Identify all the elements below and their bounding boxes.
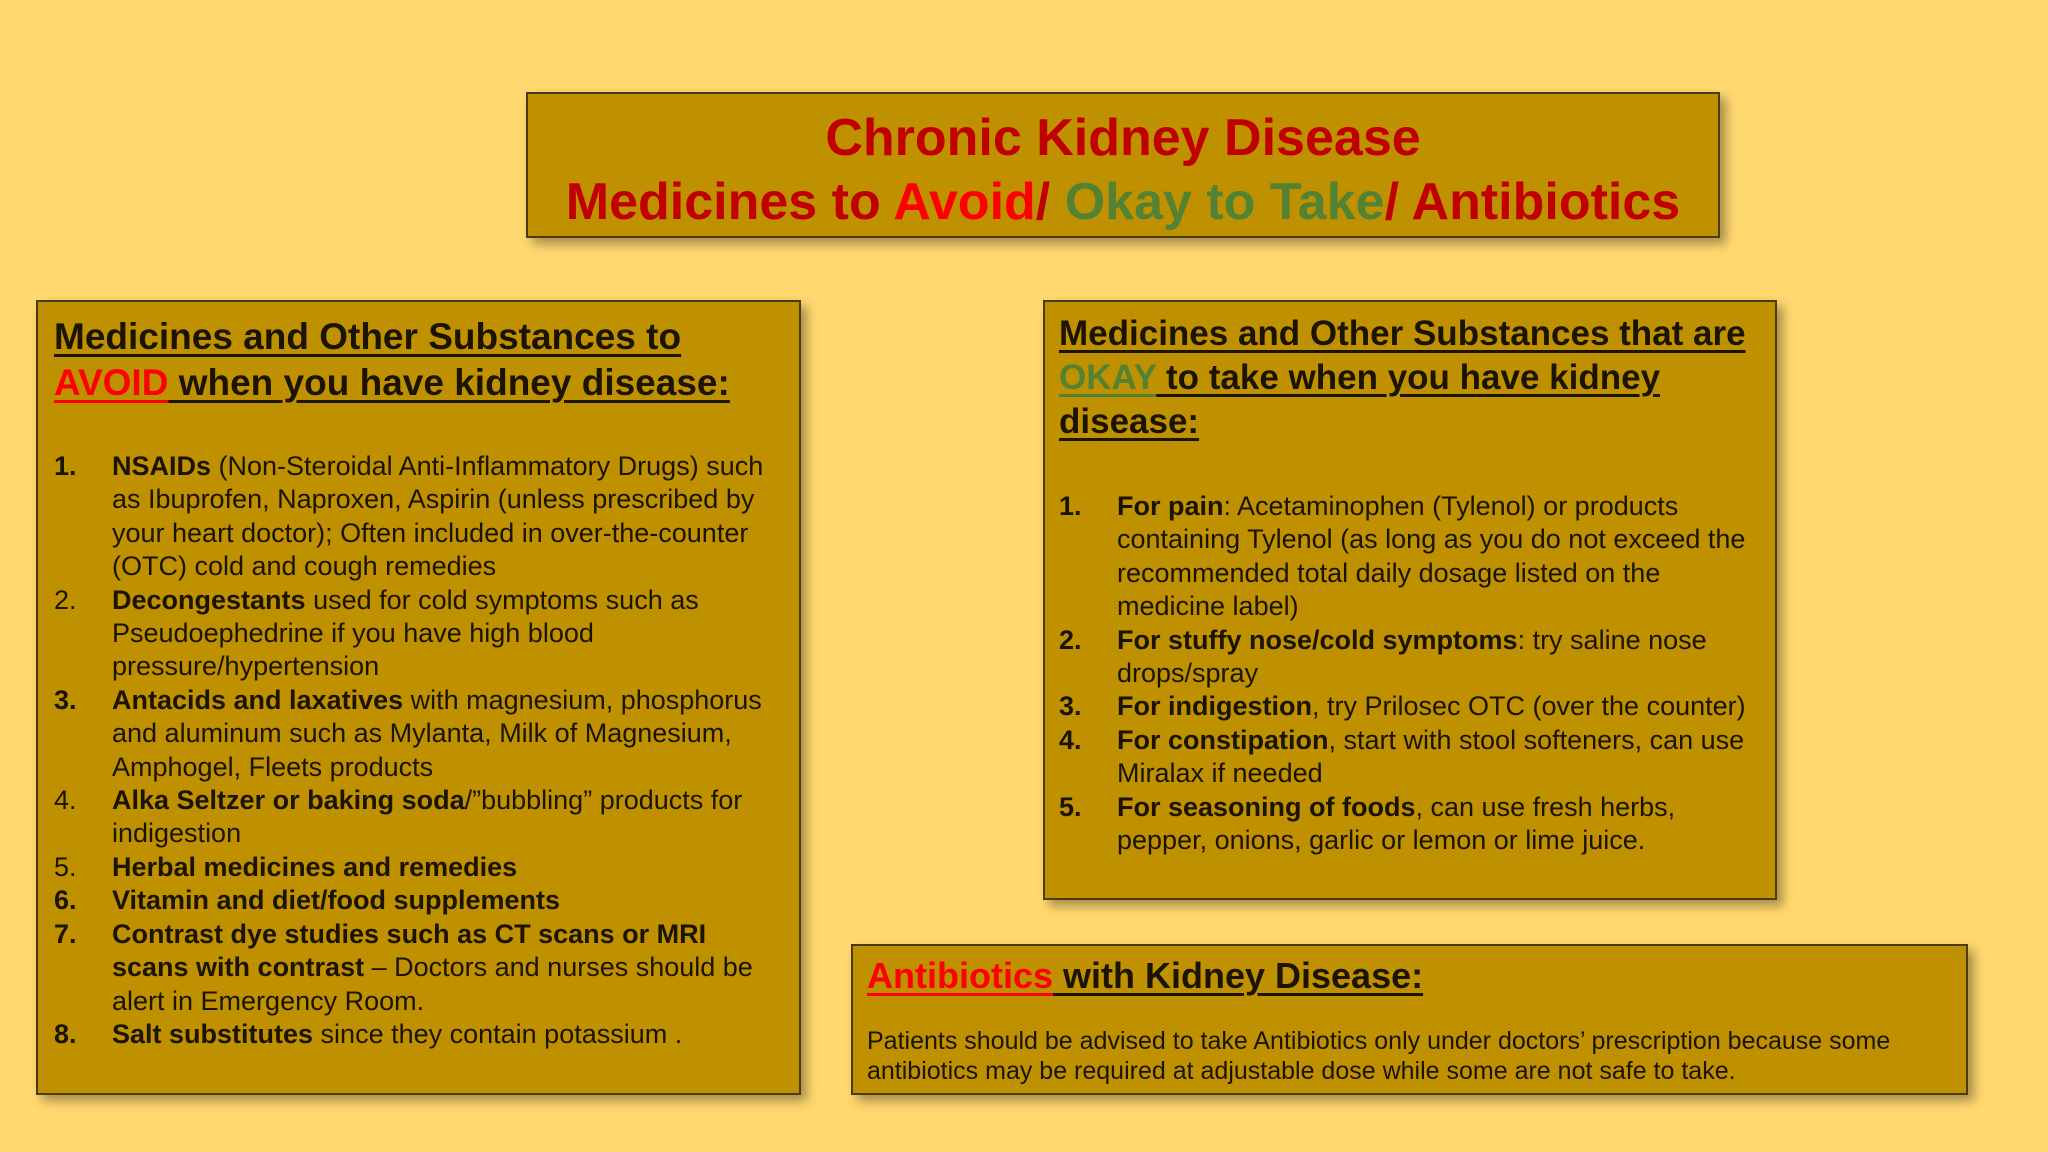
title-avoid: Avoid bbox=[893, 173, 1036, 231]
antibiotics-body: Patients should be advised to take Antibiotics only under doctors’ prescription because some antibiotics may be required at adjustable dose while some are not safe to take. bbox=[867, 1027, 1891, 1085]
list-item bbox=[1059, 490, 1761, 624]
title-sep-1: / bbox=[1035, 173, 1065, 231]
list-item bbox=[54, 684, 783, 784]
list-item-bold: Herbal medicines and remedies bbox=[112, 851, 518, 882]
list-item-bold: For stuffy nose/cold symptoms bbox=[1117, 624, 1518, 655]
list-item-bold: NSAIDs bbox=[112, 451, 212, 481]
title-okay: Okay to Take bbox=[1064, 173, 1385, 231]
avoid-list bbox=[54, 450, 783, 1051]
okay-heading-keyword: OKAY bbox=[1059, 358, 1157, 397]
list-item bbox=[1059, 791, 1761, 858]
antibiotics-panel bbox=[851, 944, 1968, 1095]
list-item-number: 1. bbox=[54, 451, 77, 481]
avoid-panel bbox=[36, 300, 801, 1095]
list-item-text: /”bubbling” products for indigestion bbox=[112, 785, 743, 849]
list-item-bold: Contrast dye studies such as CT scans or MRI scans with contrast bbox=[112, 918, 707, 983]
list-item bbox=[54, 784, 783, 851]
okay-panel bbox=[1043, 300, 1777, 900]
list-item-number: 5. bbox=[54, 851, 77, 882]
list-item-number: 1. bbox=[1059, 491, 1082, 521]
okay-heading bbox=[1059, 312, 1761, 444]
title-sep-2: / bbox=[1384, 173, 1412, 231]
list-item-number: 3. bbox=[54, 684, 77, 715]
antibiotics-heading-keyword: Antibiotics bbox=[867, 955, 1053, 996]
okay-heading-part1: Medicines and Other Substances that are bbox=[1059, 314, 1746, 353]
list-item-bold: For constipation bbox=[1117, 724, 1329, 755]
list-item-bold: For seasoning of foods bbox=[1117, 791, 1416, 822]
list-item-text: since they contain potassium . bbox=[313, 1018, 683, 1049]
list-item-text: (Non-Steroidal Anti-Inflammatory Drugs) such as Ibuprofen, Naproxen, Aspirin (unless prescribed by your heart doctor); Often included in over-the-counter (OTC) cold and cough remedies bbox=[112, 451, 764, 582]
list-item-text: with magnesium, phosphorus and aluminum such as Mylanta, Milk of Magnesium, Amphogel, Fleets products bbox=[112, 684, 762, 782]
list-item-bold: Salt substitutes bbox=[112, 1018, 314, 1049]
list-item-number: 8. bbox=[54, 1018, 77, 1049]
list-item-text: : try saline nose drops/spray bbox=[1117, 624, 1707, 689]
list-item bbox=[54, 450, 783, 584]
avoid-heading-keyword: AVOID bbox=[54, 362, 169, 403]
avoid-heading bbox=[54, 314, 783, 406]
okay-heading-part2: to take when you have kidney disease: bbox=[1059, 358, 1661, 441]
list-item-bold: Alka Seltzer or baking soda bbox=[112, 785, 465, 816]
list-item-number: 2. bbox=[54, 584, 77, 615]
list-item bbox=[54, 584, 783, 684]
list-item-text: , can use fresh herbs, pepper, onions, garlic or lemon or lime juice. bbox=[1117, 791, 1676, 856]
list-item-number: 5. bbox=[1059, 791, 1082, 822]
list-item-text: , start with stool softeners, can use Miralax if needed bbox=[1117, 724, 1745, 789]
list-item-bold: Antacids and laxatives bbox=[112, 684, 404, 715]
list-item-number: 4. bbox=[54, 785, 77, 816]
title-line-2 bbox=[528, 170, 1718, 234]
list-item-bold: For indigestion bbox=[1117, 691, 1312, 722]
list-item-bold: Vitamin and diet/food supplements bbox=[112, 885, 561, 916]
title-medicines-to: Medicines to bbox=[565, 173, 894, 231]
list-item bbox=[1059, 690, 1761, 723]
list-item bbox=[54, 1018, 783, 1051]
list-item-text: – Doctors and nurses should be alert in Emergency Room. bbox=[112, 952, 753, 1016]
list-item-number: 7. bbox=[54, 918, 77, 949]
okay-list bbox=[1059, 490, 1761, 857]
antibiotics-heading-rest: with Kidney Disease: bbox=[1053, 955, 1424, 996]
list-item bbox=[1059, 724, 1761, 791]
avoid-heading-part1: Medicines and Other Substances to bbox=[54, 316, 682, 357]
list-item bbox=[54, 918, 783, 1018]
list-item-number: 6. bbox=[54, 885, 77, 916]
antibiotics-heading bbox=[867, 954, 1952, 998]
list-item-number: 3. bbox=[1059, 691, 1082, 722]
list-item-text: : Acetaminophen (Tylenol) or products containing Tylenol (as long as you do not exceed the recommended total daily dosage listed on the medicine label) bbox=[1117, 491, 1746, 622]
list-item-number: 4. bbox=[1059, 724, 1082, 755]
title-box bbox=[526, 92, 1720, 238]
title-antibiotics: Antibiotics bbox=[1411, 173, 1681, 231]
avoid-heading-part2: when you have kidney disease: bbox=[168, 362, 730, 403]
list-item-bold: For pain bbox=[1117, 491, 1224, 521]
list-item-bold: Decongestants bbox=[112, 584, 306, 615]
list-item-text: , try Prilosec OTC (over the counter) bbox=[1312, 691, 1746, 722]
title-line-1: Chronic Kidney Disease bbox=[825, 109, 1421, 167]
list-item bbox=[54, 851, 783, 884]
list-item bbox=[1059, 624, 1761, 691]
list-item bbox=[54, 884, 783, 917]
list-item-number: 2. bbox=[1059, 624, 1082, 655]
list-item-text: used for cold symptoms such as Pseudoephedrine if you have high blood pressure/hypertension bbox=[112, 584, 699, 682]
